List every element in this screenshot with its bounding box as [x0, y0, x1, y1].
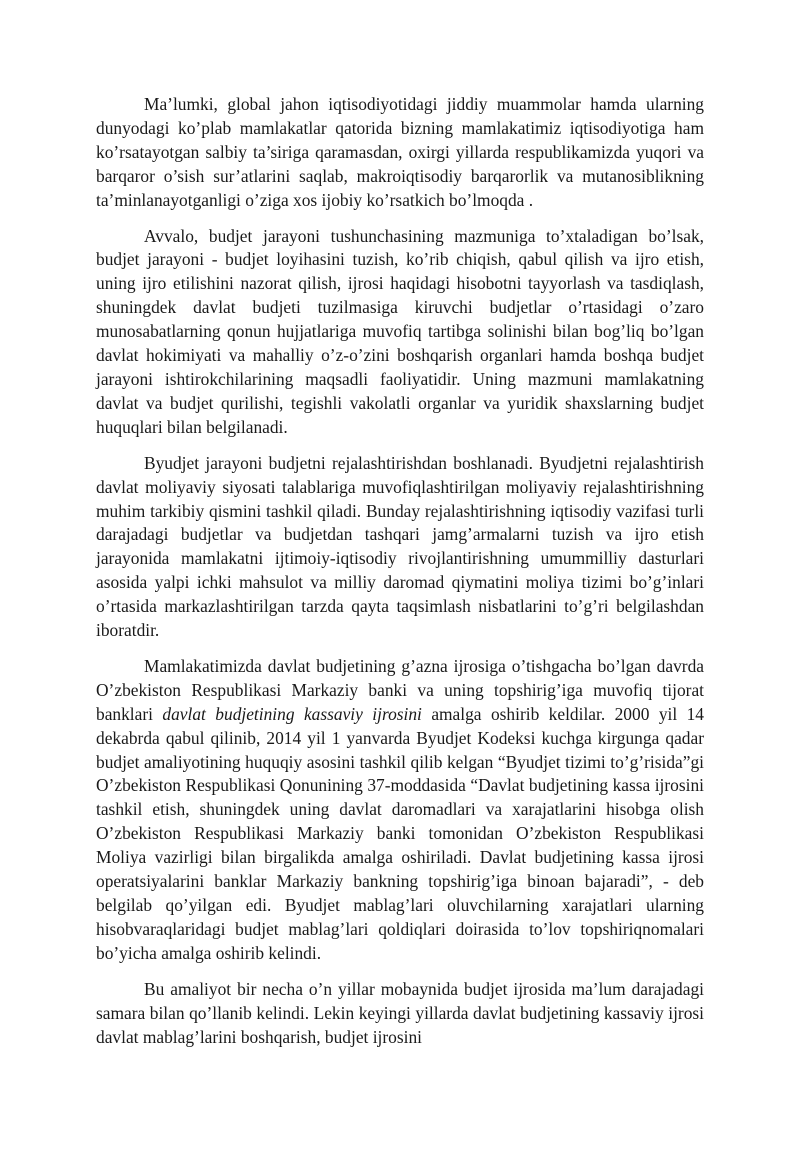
paragraph-4-italic-phrase: davlat budjetining kassaviy ijrosini — [162, 703, 422, 724]
paragraph-4-text-before: Mamlakatimizda davlat budjetining g’azna ijrosiga o’tishgacha bo’lgan davrda O’zbekiston Respublikasi Markaziy banki va uning topshirig’iga muvofiq tijorat banklari — [96, 655, 704, 724]
paragraph-4 — [96, 655, 704, 966]
paragraph-2: Avvalo, budjet jarayoni tushunchasining mazmuniga to’xtaladigan bo’lsak, budjet jarayoni - budjet loyihasini tuzish, ko’rib chiqish, qabul qilish va ijro etish, uning ijro etilishini nazorat qilish, ijrosi haqidagi hisobotni tayyorlash va tasdiqlash, shuningdek davlat budjeti tuzilmasiga kiruvchi budjetlar o’rtasidagi o’zaro munosabatlarning qonun hujjatlariga muvofiq tartibga solinishi bilan bog’liq bo’lgan davlat hokimiyati va mahalliy o’z-o’zini boshqarish organlari hamda boshqa budjet jarayoni ishtirokchilarining maqsadli faoliyatidir. Uning mazmuni mamlakatning davlat va budjet qurilishi, tegishli vakolatli organlar va yuridik shaxslarning budjet huquqlari bilan belgilanadi. — [96, 225, 704, 437]
document-page — [96, 93, 704, 1061]
paragraph-4-text-after: amalga oshirib keldilar. 2000 yil 14 dekabrda qabul qilinib, 2014 yil 1 yanvarda Byudjet Kodeksi kuchga kirgunga qadar budjet amaliyotining huquqiy asosini tashkil qilib kelgan “Byudjet tizimi to’g’risida”gi O’zbekiston Respublikasi Qonunining 37-moddasida “Davlat budjetining kassa ijrosini tashkil etish, shuningdek uning davlat daromadlari va xarajatlarini hisobga olish O’zbekiston Respublikasi Markaziy banki tomonidan O’zbekiston Respublikasi Moliya vazirligi bilan birgalikda amalga oshiriladi. Davlat budjetining kassa ijrosi operatsiyalarini banklar Markaziy bankning topshirig’iga binoan bajaradi”, - deb belgilab qo’yilgan edi. Byudjet mablag’lari oluvchilarning xarajatlari ularning hisobvaraqlaridagi budjet mablag’lari qoldiqlari doirasida to’lov topshiriqnomalari bo’yicha amalga oshirib kelindi. — [96, 703, 704, 963]
paragraph-3: Byudjet jarayoni budjetni rejalashtirishdan boshlanadi. Byudjetni rejalashtirish davlat moliyaviy siyosati talablariga muvofiqlashtirilgan moliyaviy rejalashtirishning muhim tarkibiy qismini tashkil qiladi. Bunday rejalashtirishning iqtisodiy vazifasi turli darajadagi budjetlar va budjetdan tashqari jamg’armalarni tuzish va ijro etish jarayonida mamlakatni ijtimoiy-iqtisodiy rivojlantirishning umummilliy dasturlari asosida yalpi ichki mahsulot va milliy daromad qiymatini moliya tizimi bo’g’inlari o’rtasida markazlashtirilgan tarzda qayta taqsimlash nisbatlarini to’g’ri belgilashdan iboratdir. — [96, 452, 704, 641]
paragraph-5: Bu amaliyot bir necha o’n yillar mobaynida budjet ijrosida ma’lum darajadagi samara bilan qo’llanib kelindi. Lekin keyingi yillarda davlat budjetining kassaviy ijrosi davlat mablag’larini boshqarish, budjet ijrosini — [96, 978, 704, 1047]
paragraph-1: Ma’lumki, global jahon iqtisodiyotidagi jiddiy muammolar hamda ularning dunyodagi ko’plab mamlakatlar qatorida bizning mamlakatimiz iqtisodiyotiga ham ko’rsatayotgan salbiy ta’siriga qaramasdan, oxirgi yillarda respublikamizda yuqori va barqaror o’sish sur’atlarini saqlab, makroiqtisodiy barqarorlik va mutanosiblikning ta’minlanayotganligi o’ziga xos ijobiy ko’rsatkich bo’lmoqda . — [96, 94, 704, 210]
